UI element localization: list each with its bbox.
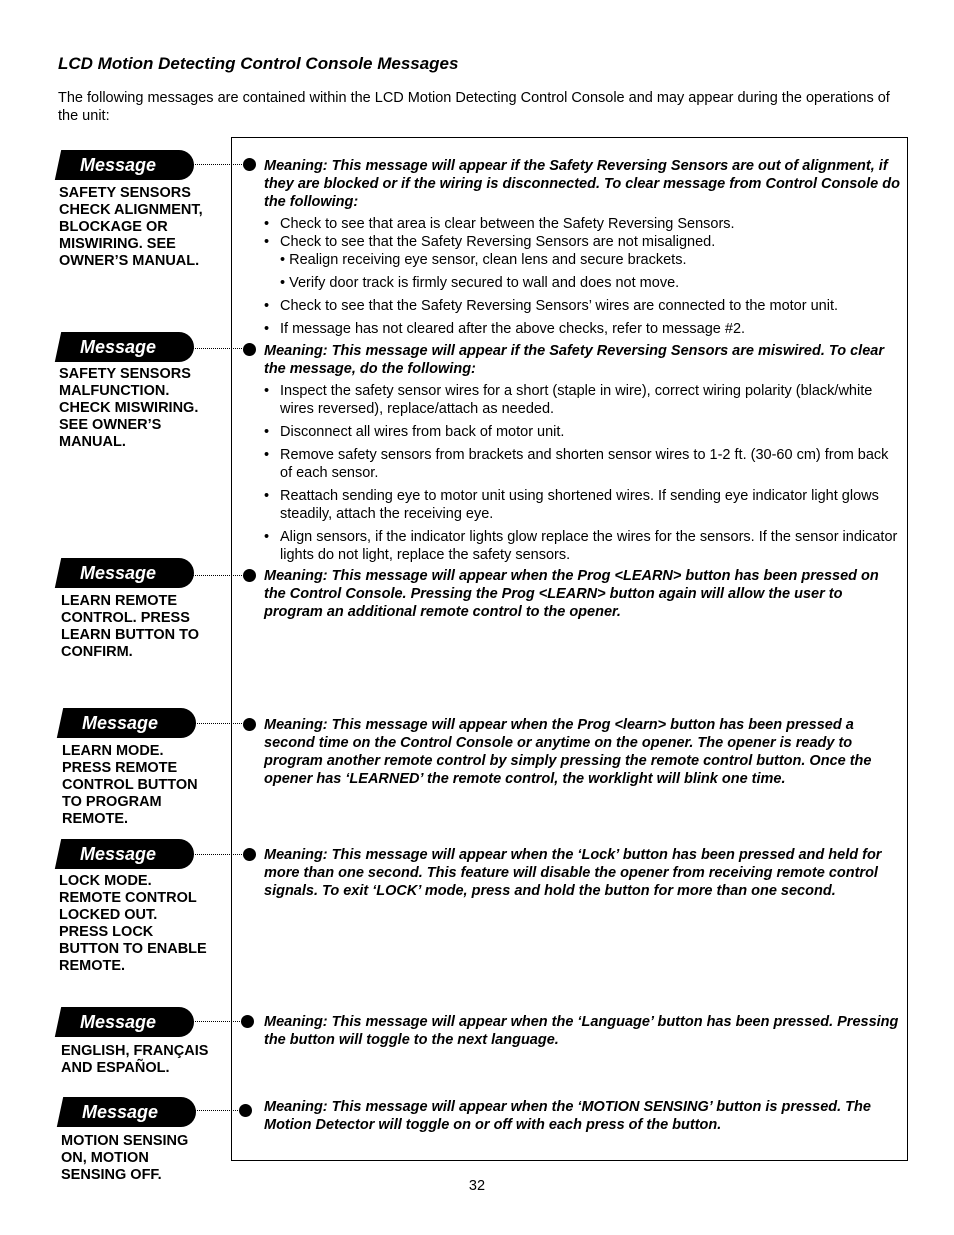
meaning-text-7: Meaning: This message will appear when the ‘MOTION SENSING’ button is pressed. The Motion Detector will toggle on or off with each press of the button. xyxy=(264,1099,871,1133)
page-title: LCD Motion Detecting Control Console Messages xyxy=(58,54,459,73)
meaning-text-1: Meaning: This message will appear if the Safety Reversing Sensors are out of alignment, if they are blocked or if the wiring is disconnected. To clear message from Control Console do the following: xyxy=(264,158,900,210)
leader-line-5 xyxy=(190,854,242,855)
meaning-text-2: Meaning: This message will appear if the Safety Reversing Sensors are miswired. To clear the message, do the following: xyxy=(264,343,884,377)
meaning-text-5: Meaning: This message will appear when the ‘Lock’ button has been pressed and held for more than one second. This feature will disable the opener from receiving remote control signals. To exit ‘LOCK’ mode, press and hold the button for more than one second. xyxy=(264,847,882,899)
message-text-3: LEARN REMOTE CONTROL. PRESS LEARN BUTTON TO CONFIRM. xyxy=(61,593,200,660)
message-text-7: MOTION SENSING ON, MOTION SENSING OFF. xyxy=(61,1133,189,1183)
bullet-dot-6 xyxy=(241,1015,254,1028)
bullet-dot-3 xyxy=(243,569,256,582)
bullet-dot-1 xyxy=(243,158,256,171)
bullet-dot-5 xyxy=(243,848,256,861)
message-label-2: Message xyxy=(64,332,194,362)
message-text-2: SAFETY SENSORS MALFUNCTION. CHECK MISWIRING. SEE OWNER’S MANUAL. xyxy=(59,366,199,450)
list-item: • Check to see that area is clear between the Safety Reversing Sensors. xyxy=(264,215,900,233)
bullet-dot-7 xyxy=(239,1104,252,1117)
message-label-5: Message xyxy=(64,839,194,869)
intro-paragraph: The following messages are contained within the LCD Motion Detecting Control Console and may appear during the operations of the unit: xyxy=(58,90,890,124)
bullet-list-1 xyxy=(264,215,900,343)
list-item: • Align sensors, if the indicator lights glow replace the wires for the sensors. If the sensor indicator lights do not light, replace the safety sensors. xyxy=(264,528,900,564)
leader-line-1 xyxy=(190,164,242,165)
message-label-1: Message xyxy=(64,150,194,180)
leader-line-3 xyxy=(190,575,242,576)
list-item: • Realign receiving eye sensor, clean lens and secure brackets. xyxy=(280,252,687,268)
list-item: • Reattach sending eye to motor unit using shortened wires. If sending eye indicator light glows steadily, attach the receiving eye. xyxy=(264,487,900,523)
bullet-dot-4 xyxy=(243,718,256,731)
message-text-4: LEARN MODE. PRESS REMOTE CONTROL BUTTON TO PROGRAM REMOTE. xyxy=(62,743,198,827)
message-label-6: Message xyxy=(64,1007,194,1037)
bullet-dot-2 xyxy=(243,343,256,356)
message-label-7: Message xyxy=(66,1097,196,1127)
list-item: • Inspect the safety sensor wires for a short (staple in wire), correct wiring polarity (black/white wires reversed), replace/attach as needed. xyxy=(264,382,900,418)
list-item: • Check to see that the Safety Reversing Sensors are not misaligned. xyxy=(264,233,900,251)
message-label-4: Message xyxy=(66,708,196,738)
list-item: • Disconnect all wires from back of motor unit. xyxy=(264,423,900,441)
leader-line-7 xyxy=(192,1110,240,1111)
list-item: • Remove safety sensors from brackets and shorten sensor wires to 1-2 ft. (30-60 cm) from back of each sensor. xyxy=(264,446,900,482)
list-item: • If message has not cleared after the above checks, refer to message #2. xyxy=(264,320,900,338)
leader-line-2 xyxy=(190,348,242,349)
message-text-6: ENGLISH, FRANÇAIS AND ESPAÑOL. xyxy=(61,1043,209,1076)
message-text-5: LOCK MODE. REMOTE CONTROL LOCKED OUT. PRESS LOCK BUTTON TO ENABLE REMOTE. xyxy=(59,873,207,974)
bullet-list-2 xyxy=(264,382,900,569)
leader-line-4 xyxy=(192,723,242,724)
list-item: • Check to see that the Safety Reversing Sensors’ wires are connected to the motor unit. xyxy=(264,297,900,315)
meaning-text-4: Meaning: This message will appear when the Prog <learn> button has been pressed a second time on the Control Console or anytime on the opener. The opener is ready to program another remote control by simply pressing the remote control button. Once the opener has ‘LEARNED’ the remote control, the worklight will blink one time. xyxy=(264,717,872,787)
meaning-text-6: Meaning: This message will appear when the ‘Language’ button has been pressed. Pressing the button will toggle to the next language. xyxy=(264,1014,899,1048)
meaning-text-3: Meaning: This message will appear when the Prog <LEARN> button has been pressed on the Control Console. Pressing the Prog <LEARN> button again will allow the user to program an additional remote control to the opener. xyxy=(264,568,879,620)
message-label-3: Message xyxy=(64,558,194,588)
list-item: • Verify door track is firmly secured to wall and does not move. xyxy=(280,275,680,291)
leader-line-6 xyxy=(190,1021,242,1022)
message-text-1: SAFETY SENSORS CHECK ALIGNMENT, BLOCKAGE OR MISWIRING. SEE OWNER’S MANUAL. xyxy=(59,185,203,269)
page-number: 32 xyxy=(468,1178,486,1194)
